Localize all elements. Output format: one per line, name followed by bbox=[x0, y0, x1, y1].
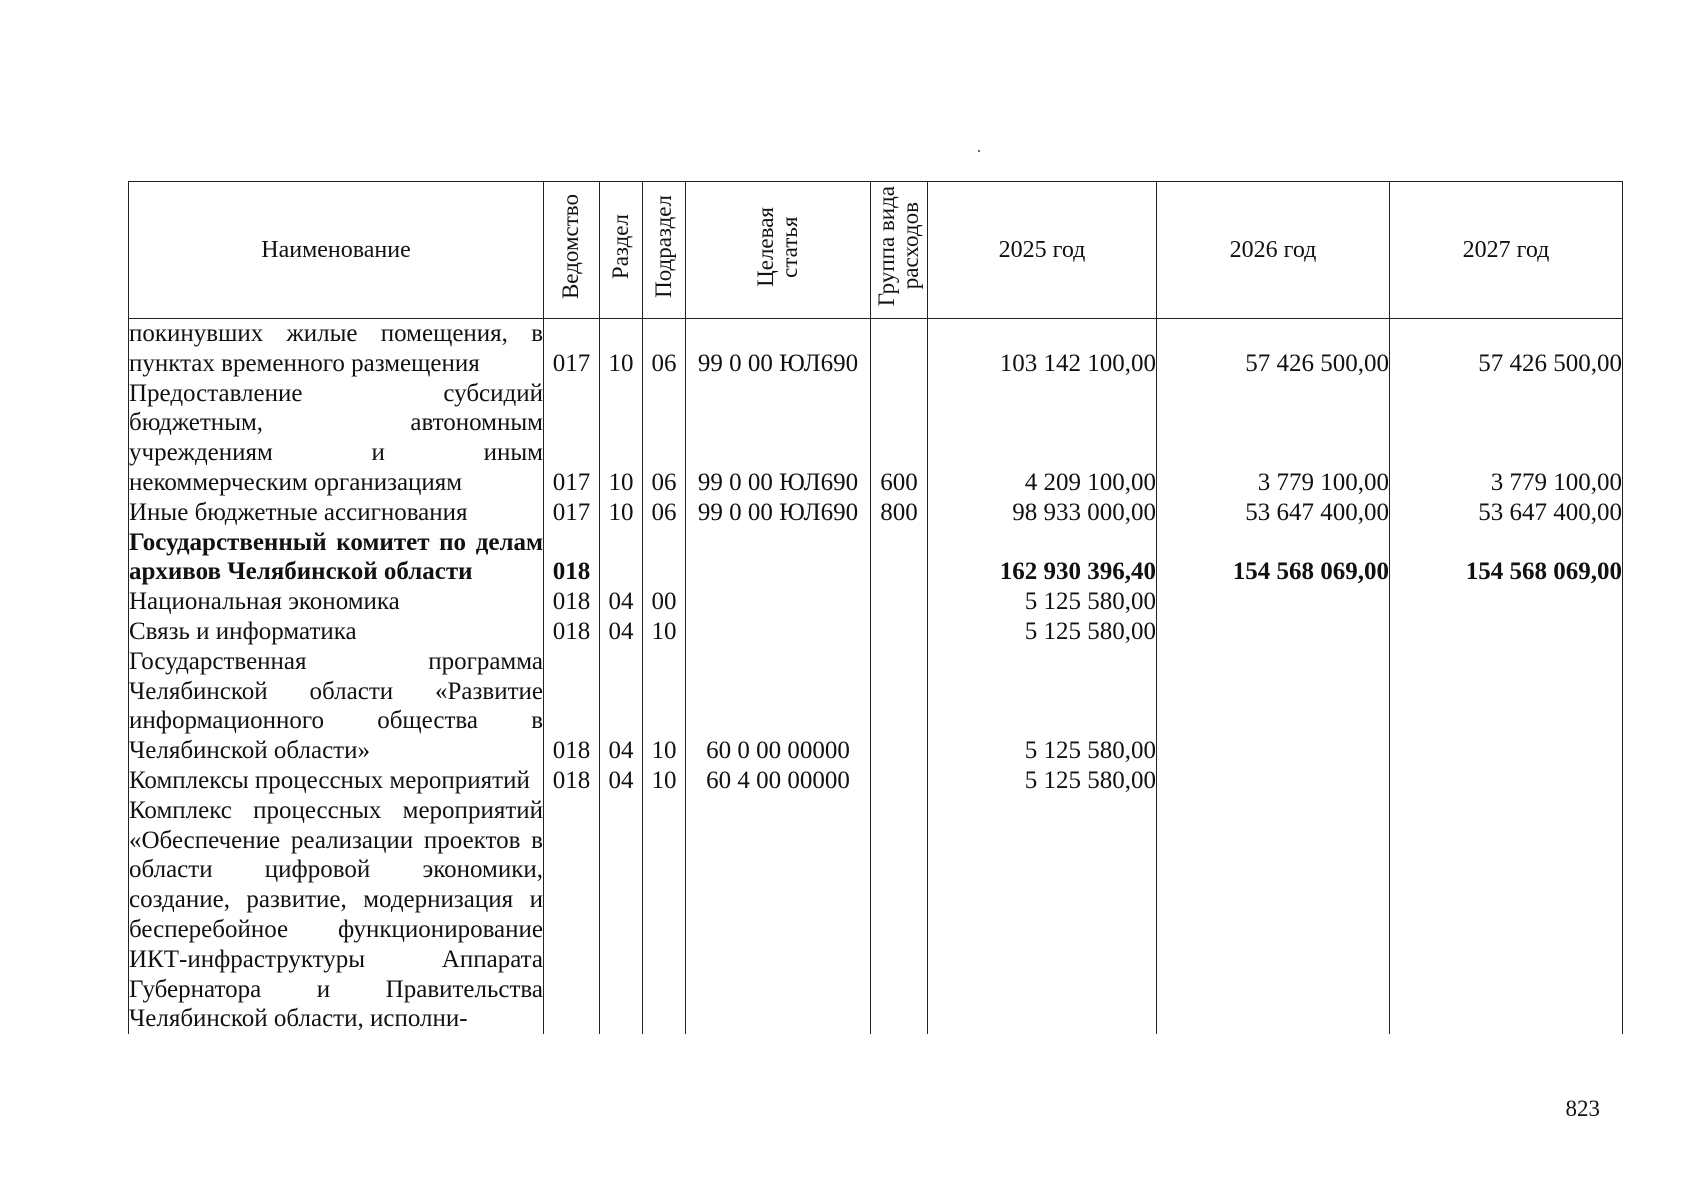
row-2025 bbox=[928, 796, 1157, 1034]
row-subsection: 10 bbox=[643, 766, 686, 796]
row-subsection: 10 bbox=[643, 617, 686, 647]
row-2027: 57 426 500,00 bbox=[1390, 319, 1623, 379]
row-name: Иные бюджетные ассигнования bbox=[129, 498, 544, 528]
row-subsection: 10 bbox=[643, 647, 686, 766]
row-2025: 5 125 580,00 bbox=[928, 766, 1157, 796]
table-row bbox=[129, 498, 1623, 528]
row-target: 99 0 00 ЮЛ690 bbox=[686, 379, 871, 498]
row-subsection bbox=[643, 796, 686, 1034]
row-2027: 154 568 069,00 bbox=[1390, 528, 1623, 588]
row-2026: 3 779 100,00 bbox=[1157, 379, 1390, 498]
row-2026: 53 647 400,00 bbox=[1157, 498, 1390, 528]
row-subsection: 00 bbox=[643, 587, 686, 617]
row-target bbox=[686, 528, 871, 588]
page-number: 823 bbox=[1565, 1096, 1600, 1121]
budget-table bbox=[128, 181, 1623, 1034]
row-target: 60 4 00 00000 bbox=[686, 766, 871, 796]
table-row bbox=[129, 647, 1623, 766]
row-2027 bbox=[1390, 796, 1623, 1034]
row-name: Предоставление субсидий бюджетным, автономным учреждениям и иным некоммерческим организациям bbox=[129, 379, 543, 496]
row-dept: 017 bbox=[544, 498, 600, 528]
row-section: 10 bbox=[600, 379, 643, 498]
row-section: 04 bbox=[600, 587, 643, 617]
row-2027 bbox=[1390, 766, 1623, 796]
row-2025: 5 125 580,00 bbox=[928, 587, 1157, 617]
row-name: Государственный комитет по делам архивов Челябинской области bbox=[129, 528, 543, 586]
table-row bbox=[129, 587, 1623, 617]
row-name: покинувших жилые помещения, в пунктах временного размещения bbox=[129, 320, 543, 377]
header-exp-group: Группа вида расходов bbox=[871, 182, 928, 319]
row-section: 04 bbox=[600, 647, 643, 766]
row-name: Государственная программа Челябинской области «Развитие информационного общества в Челябинской области» bbox=[129, 647, 543, 765]
row-name: Связь и информатика bbox=[129, 617, 544, 647]
row-target bbox=[686, 796, 871, 1034]
row-target bbox=[686, 617, 871, 647]
row-exp-group bbox=[871, 319, 928, 379]
header-2027: 2027 год bbox=[1390, 182, 1623, 319]
table-row bbox=[129, 319, 1623, 379]
table-row-department bbox=[129, 528, 1623, 588]
row-2027: 3 779 100,00 bbox=[1390, 379, 1623, 498]
table-header-row bbox=[129, 182, 1623, 319]
row-dept: 018 bbox=[544, 647, 600, 766]
row-2025: 4 209 100,00 bbox=[928, 379, 1157, 498]
scan-speck bbox=[978, 150, 980, 152]
row-dept: 018 bbox=[544, 766, 600, 796]
row-subsection: 06 bbox=[643, 379, 686, 498]
row-dept: 017 bbox=[544, 379, 600, 498]
row-dept bbox=[544, 796, 600, 1034]
header-2025: 2025 год bbox=[928, 182, 1157, 319]
budget-table-container bbox=[128, 181, 1622, 1093]
row-exp-group bbox=[871, 528, 928, 588]
header-section: Раздел bbox=[600, 182, 643, 319]
row-section: 04 bbox=[600, 766, 643, 796]
row-exp-group bbox=[871, 766, 928, 796]
row-2025: 162 930 396,40 bbox=[928, 528, 1157, 588]
row-section: 10 bbox=[600, 319, 643, 379]
row-2025: 98 933 000,00 bbox=[928, 498, 1157, 528]
row-2027 bbox=[1390, 617, 1623, 647]
header-subsection: Подраздел bbox=[643, 182, 686, 319]
row-2026 bbox=[1157, 796, 1390, 1034]
header-name: Наименование bbox=[129, 182, 544, 319]
row-dept: 017 bbox=[544, 319, 600, 379]
table-row bbox=[129, 617, 1623, 647]
row-target: 99 0 00 ЮЛ690 bbox=[686, 498, 871, 528]
row-subsection: 06 bbox=[643, 319, 686, 379]
row-name: Комплекс процессных мероприятий «Обеспечение реализации проектов в области цифровой экономики, создание, развитие, модернизация и бесперебойное функционирование ИКТ-инфраструктуры Аппарата Губернатора и Правительства Челябинской области, исполни- bbox=[129, 796, 543, 1033]
row-subsection bbox=[643, 528, 686, 588]
row-exp-group bbox=[871, 796, 928, 1034]
table-row bbox=[129, 766, 1623, 796]
header-2026: 2026 год bbox=[1157, 182, 1390, 319]
row-dept: 018 bbox=[544, 528, 600, 588]
row-target bbox=[686, 587, 871, 617]
row-section bbox=[600, 528, 643, 588]
header-dept: Ведомство bbox=[544, 182, 600, 319]
row-2027: 53 647 400,00 bbox=[1390, 498, 1623, 528]
row-2025: 5 125 580,00 bbox=[928, 647, 1157, 766]
row-target: 99 0 00 ЮЛ690 bbox=[686, 319, 871, 379]
row-exp-group bbox=[871, 647, 928, 766]
row-2025: 5 125 580,00 bbox=[928, 617, 1157, 647]
row-name: Комплексы процессных мероприятий bbox=[129, 766, 544, 796]
row-2026: 57 426 500,00 bbox=[1157, 319, 1390, 379]
row-exp-group bbox=[871, 587, 928, 617]
row-exp-group: 800 bbox=[871, 498, 928, 528]
row-2026 bbox=[1157, 587, 1390, 617]
table-row bbox=[129, 379, 1623, 498]
row-2026: 154 568 069,00 bbox=[1157, 528, 1390, 588]
row-2025: 103 142 100,00 bbox=[928, 319, 1157, 379]
table-row bbox=[129, 796, 1623, 1034]
row-dept: 018 bbox=[544, 587, 600, 617]
row-section: 04 bbox=[600, 617, 643, 647]
row-exp-group: 600 bbox=[871, 379, 928, 498]
row-2026 bbox=[1157, 647, 1390, 766]
row-2027 bbox=[1390, 587, 1623, 617]
row-section bbox=[600, 796, 643, 1034]
row-dept: 018 bbox=[544, 617, 600, 647]
row-2026 bbox=[1157, 617, 1390, 647]
row-name: Национальная экономика bbox=[129, 587, 544, 617]
row-subsection: 06 bbox=[643, 498, 686, 528]
row-target: 60 0 00 00000 bbox=[686, 647, 871, 766]
row-exp-group bbox=[871, 617, 928, 647]
row-2026 bbox=[1157, 766, 1390, 796]
header-target: Целевая статья bbox=[686, 182, 871, 319]
row-section: 10 bbox=[600, 498, 643, 528]
row-2027 bbox=[1390, 647, 1623, 766]
